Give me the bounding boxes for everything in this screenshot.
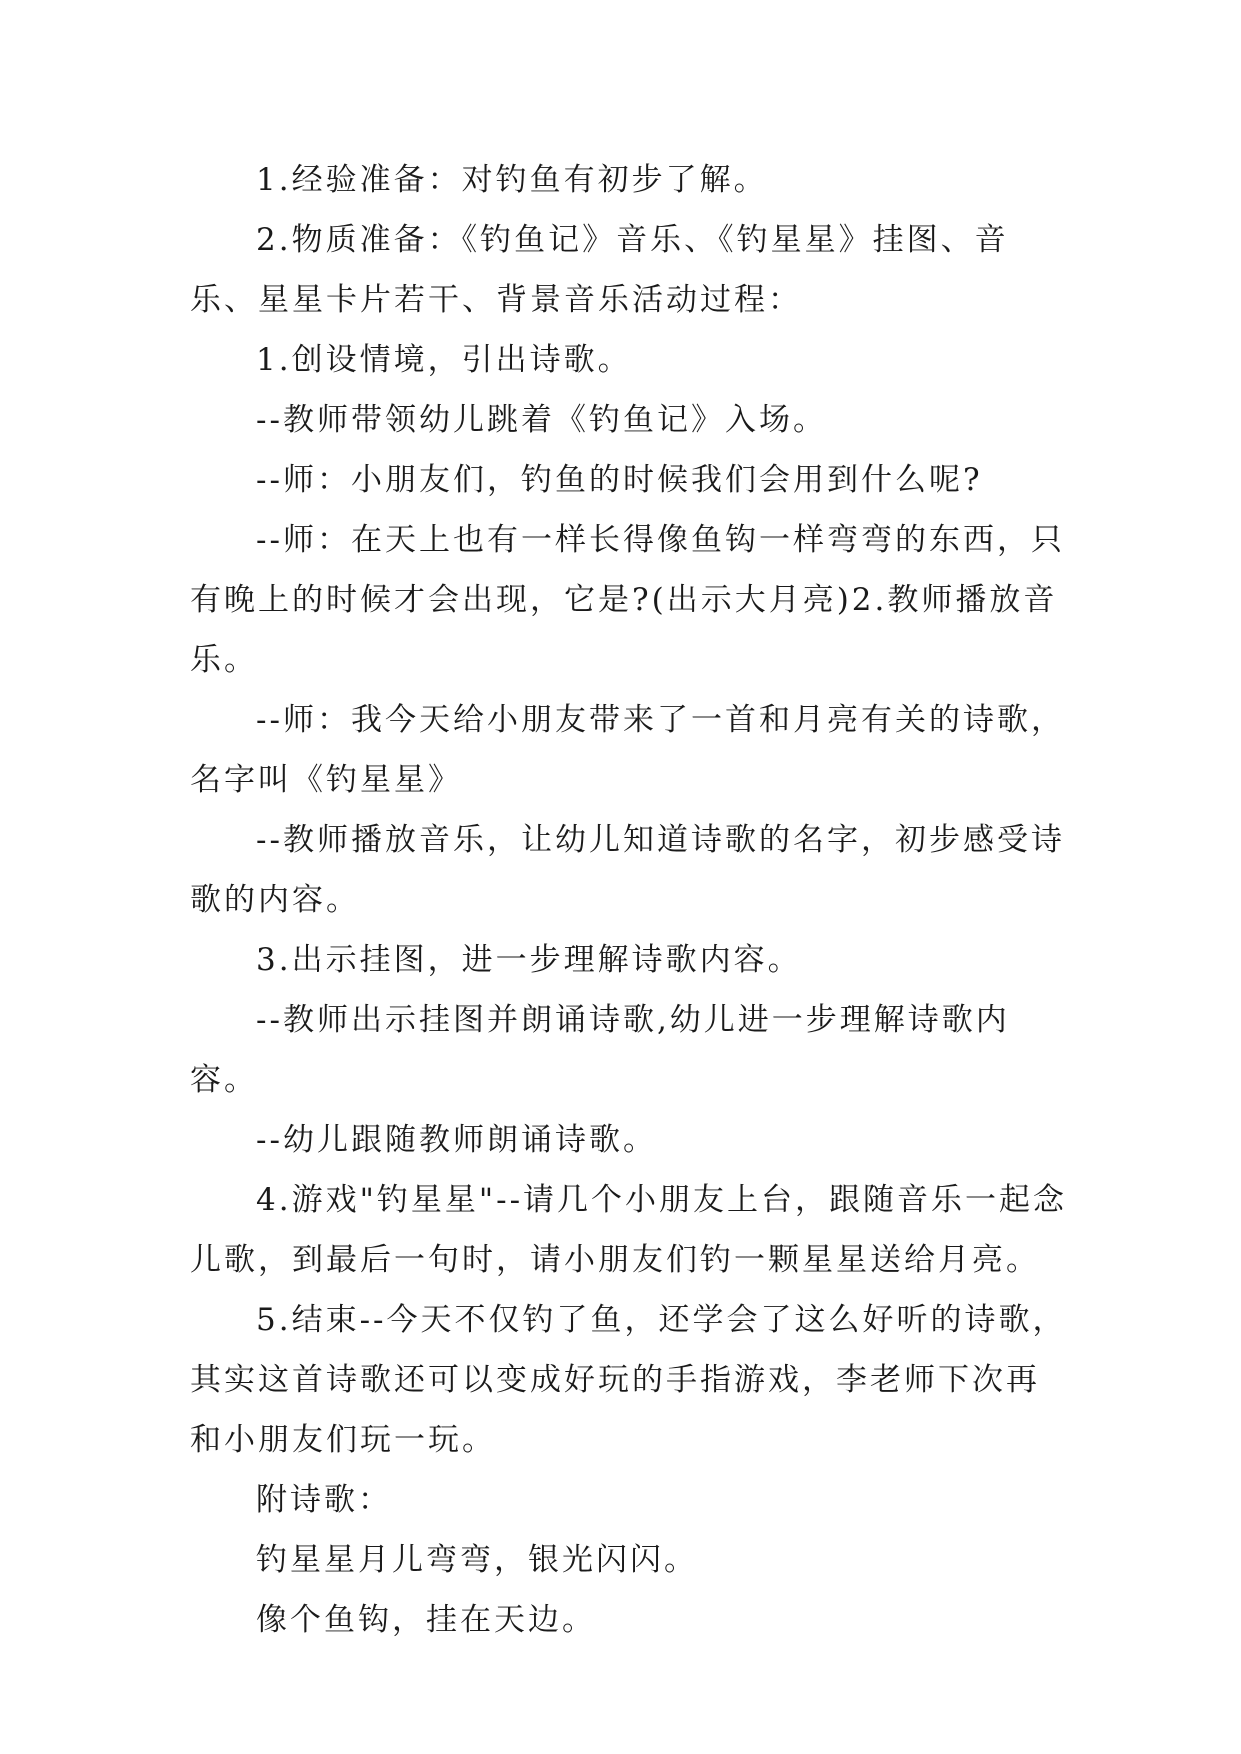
document-body	[190, 150, 1070, 1650]
paragraph-poem-heading: 附诗歌：	[256, 1482, 392, 1518]
paragraph-step-4-game: 4.游戏"钓星星"--请几个小朋友上台，跟随音乐一起念儿歌，到最后一句时，请小朋友们钓一颗星星送给月亮。	[190, 1182, 1068, 1278]
paragraph-step-5-end: 5.结束--今天不仅钓了鱼，还学会了这么好听的诗歌，其实这首诗歌还可以变成好玩的手指游戏，李老师下次再和小朋友们玩一玩。	[190, 1302, 1067, 1458]
paragraph-step-1-entry: --教师带领幼儿跳着《钓鱼记》入场。	[256, 402, 827, 438]
paragraph-step-1: 1.创设情境，引出诗歌。	[256, 342, 632, 378]
paragraph-step-2-music: --教师播放音乐，让幼儿知道诗歌的名字，初步感受诗歌的内容。	[190, 822, 1065, 918]
paragraph-prep-experience: 1.经验准备：对钓鱼有初步了解。	[256, 162, 768, 198]
paragraph-step-3: 3.出示挂图，进一步理解诗歌内容。	[256, 942, 802, 978]
paragraph-poem-line-2: 像个鱼钩，挂在天边。	[256, 1602, 596, 1638]
paragraph-step-3-follow: --幼儿跟随教师朗诵诗歌。	[256, 1122, 657, 1158]
paragraph-step-1-question: --师：小朋友们，钓鱼的时候我们会用到什么呢?	[256, 462, 983, 498]
paragraph-step-3-recite: --教师出示挂图并朗诵诗歌,幼儿进一步理解诗歌内容。	[190, 1002, 1010, 1098]
paragraph-step-1-moon: --师：在天上也有一样长得像鱼钩一样弯弯的东西，只有晚上的时候才会出现，它是?(出示大月亮)2.教师播放音乐。	[190, 522, 1065, 678]
paragraph-prep-materials: 2.物质准备：《钓鱼记》音乐、《钓星星》挂图、音乐、星星卡片若干、背景音乐活动过程：	[190, 222, 1009, 318]
paragraph-poem-line-1: 钓星星月儿弯弯，银光闪闪。	[256, 1542, 698, 1578]
paragraph-step-2-intro: --师：我今天给小朋友带来了一首和月亮有关的诗歌，名字叫《钓星星》	[190, 702, 1065, 798]
